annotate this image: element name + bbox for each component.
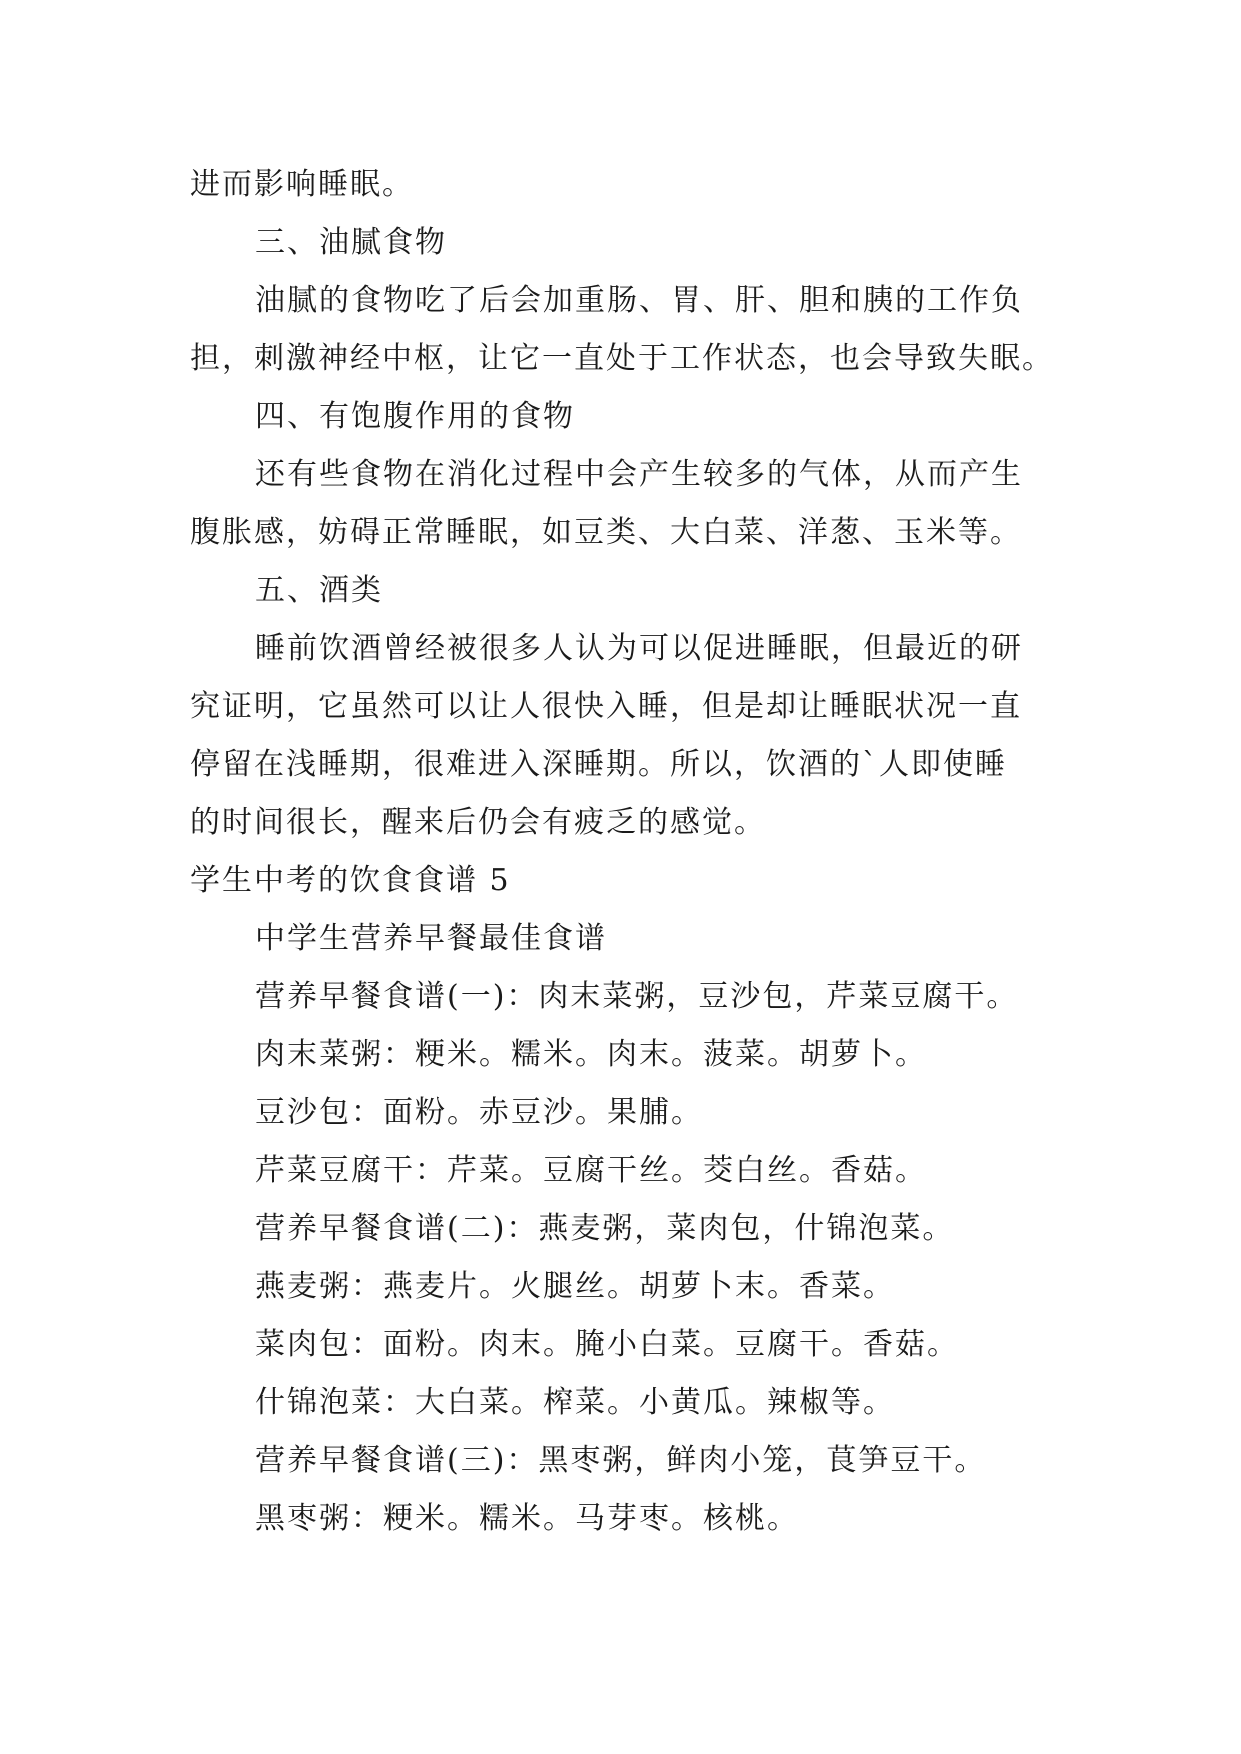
recipe-line: 菜肉包：面粉。肉末。腌小白菜。豆腐干。香菇。 [255,1327,959,1362]
recipe-line: 豆沙包：面粉。赤豆沙。果脯。 [255,1095,703,1130]
body-text-line: 还有些食物在消化过程中会产生较多的气体，从而产生 [255,457,1023,492]
body-text-line: 腹胀感，妨碍正常睡眠，如豆类、大白菜、洋葱、玉米等。 [190,515,1022,550]
section-heading: 五、酒类 [255,573,383,608]
body-text-line: 担，刺激神经中枢，让它一直处于工作状态，也会导致失眠。 [190,341,1054,376]
recipe-line: 黑枣粥：粳米。糯米。马芽枣。核桃。 [255,1501,799,1536]
body-text-line: 究证明，它虽然可以让人很快入睡，但是却让睡眠状况一直 [190,689,1022,724]
recipe-line: 燕麦粥：燕麦片。火腿丝。胡萝卜末。香菜。 [255,1269,895,1304]
recipe-line: 营养早餐食谱(一)：肉末菜粥，豆沙包，芹菜豆腐干。 [255,979,1019,1014]
body-text-line: 的时间很长，醒来后仍会有疲乏的感觉。 [190,805,766,840]
section-heading: 四、有饱腹作用的食物 [255,399,575,434]
recipe-line: 肉末菜粥：粳米。糯米。肉末。菠菜。胡萝卜。 [255,1037,927,1072]
body-text-line: 睡前饮酒曾经被很多人认为可以促进睡眠，但最近的研 [255,631,1023,666]
body-text-line: 停留在浅睡期，很难进入深睡期。所以，饮酒的`人即使睡 [190,747,1007,782]
section-heading: 三、油腻食物 [255,225,447,260]
subsection-heading: 中学生营养早餐最佳食谱 [255,921,607,956]
recipe-line: 什锦泡菜：大白菜。榨菜。小黄瓜。辣椒等。 [255,1385,895,1420]
recipe-line: 芹菜豆腐干：芹菜。豆腐干丝。茭白丝。香菇。 [255,1153,927,1188]
recipe-line: 营养早餐食谱(二)：燕麦粥，菜肉包，什锦泡菜。 [255,1211,955,1246]
body-text-line: 油腻的食物吃了后会加重肠、胃、肝、胆和胰的工作负 [255,283,1023,318]
recipe-line: 营养早餐食谱(三)：黑枣粥，鲜肉小笼，茛笋豆干。 [255,1443,987,1478]
document-title: 学生中考的饮食食谱 5 [190,863,511,898]
body-text-line: 进而影响睡眠。 [190,167,414,202]
